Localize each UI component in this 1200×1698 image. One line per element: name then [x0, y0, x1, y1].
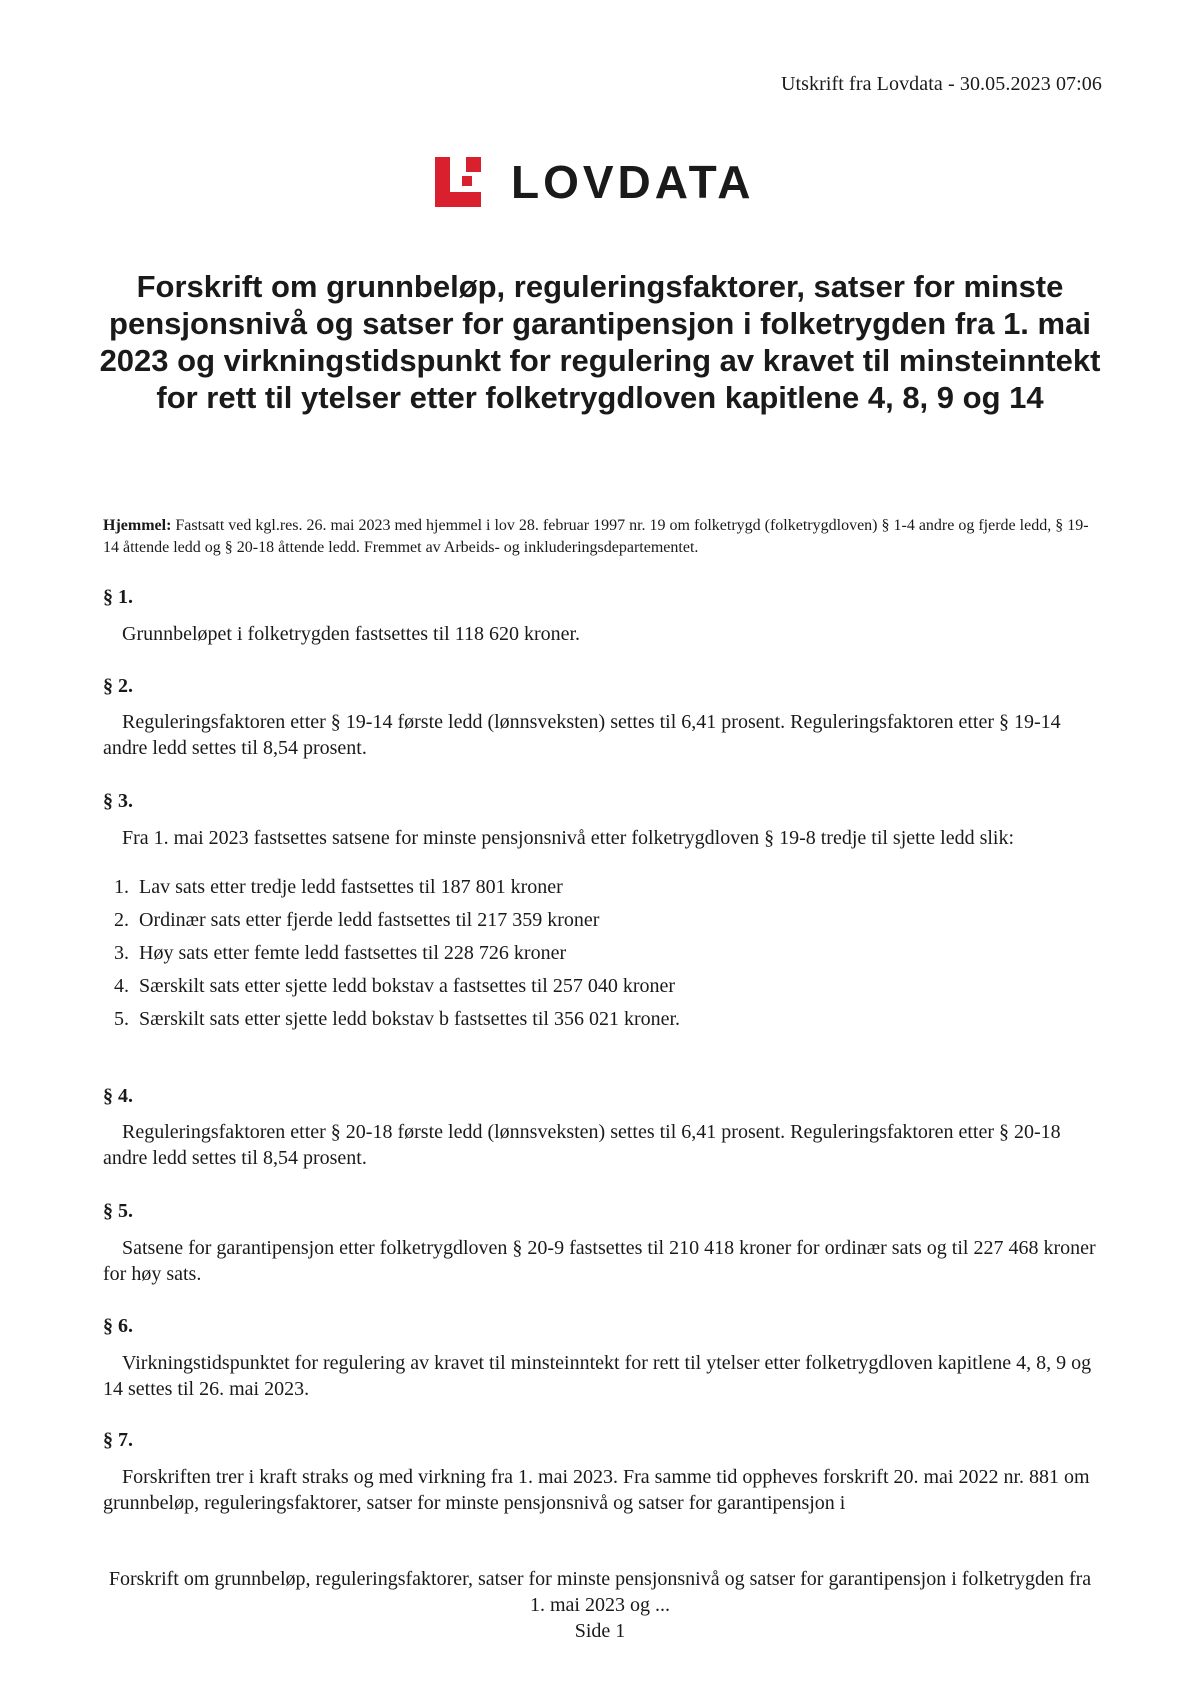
- list-item: [114, 1008, 680, 1031]
- list-item-number: 1.: [114, 876, 129, 898]
- section-heading-6: § 6.: [103, 1315, 133, 1337]
- page-number: Side 1: [574, 1620, 626, 1642]
- section-text-2: Reguleringsfaktoren etter § 19-14 første ledd (lønnsveksten) settes til 6,41 prosent. Reguleringsfaktoren etter § 19-14 andre ledd settes til 8,54 prosent.: [103, 711, 1061, 759]
- section-heading-5: § 5.: [103, 1200, 133, 1222]
- lovdata-logo: [435, 157, 755, 207]
- authority-label: Hjemmel:: [103, 517, 172, 534]
- authority-text: Fastsatt ved kgl.res. 26. mai 2023 med hjemmel i lov 28. februar 1997 nr. 19 om folketrygd (folketrygdloven) § 1-4 andre og fjerde ledd, § 19-14 åttende ledd og § 20-18 åttende ledd. Fremmet av Arbeids- og inkluderingsdepartementet.: [103, 517, 1089, 556]
- list-item-number: 4.: [114, 975, 129, 997]
- list-item-text: Høy sats etter femte ledd fastsettes til 228 726 kroner: [139, 942, 567, 964]
- logo-text: LOVDATA: [511, 156, 755, 208]
- page-footer: [100, 1566, 1100, 1644]
- list-item: [114, 975, 675, 998]
- section-text-3: Fra 1. mai 2023 fastsettes satsene for minste pensjonsnivå etter folketrygdloven § 19-8 tredje til sjette ledd slik:: [122, 827, 1015, 849]
- section-text-1: Grunnbeløpet i folketrygden fastsettes til 118 620 kroner.: [122, 623, 581, 645]
- footer-title: Forskrift om grunnbeløp, reguleringsfaktorer, satser for minste pensjonsnivå og satser for garantipensjon i folketrygden fra 1. mai 2023 og ...: [108, 1568, 1092, 1616]
- section-heading-1: § 1.: [103, 586, 133, 608]
- list-item: [114, 876, 563, 899]
- list-item: [114, 942, 566, 965]
- section-heading-2: § 2.: [103, 675, 133, 697]
- section-heading-7: § 7.: [103, 1429, 133, 1451]
- section-text-7: Forskriften trer i kraft straks og med virkning fra 1. mai 2023. Fra samme tid oppheves forskrift 20. mai 2022 nr. 881 om grunnbeløp, reguleringsfaktorer, satser for minste pensjonsnivå og satser for garantipensjon i: [103, 1466, 1090, 1514]
- list-item-text: Ordinær sats etter fjerde ledd fastsettes til 217 359 kroner: [139, 909, 600, 931]
- list-item-number: 5.: [114, 1008, 129, 1030]
- list-item-number: 3.: [114, 942, 129, 964]
- section-text-5: Satsene for garantipensjon etter folketrygdloven § 20-9 fastsettes til 210 418 kroner for ordinær sats og til 227 468 kroner for høy sats.: [103, 1237, 1096, 1285]
- section-heading-4: § 4.: [103, 1085, 133, 1107]
- list-item-text: Særskilt sats etter sjette ledd bokstav b fastsettes til 356 021 kroner.: [139, 1008, 681, 1030]
- document-title: Forskrift om grunnbeløp, reguleringsfaktorer, satser for minste pensjonsnivå og satser for garantipensjon i folketrygden fra 1. mai 2023 og virkningstidspunkt for regulering av kravet til minsteinntekt for rett til ytelser etter folketrygdloven kapitlene 4, 8, 9 og 14: [99, 269, 1101, 415]
- list-item-text: Lav sats etter tredje ledd fastsettes til 187 801 kroner: [139, 876, 563, 898]
- lovdata-logo-icon: [435, 157, 481, 207]
- section-heading-3: § 3.: [103, 790, 133, 812]
- list-item: [114, 909, 599, 932]
- section-text-6: Virkningstidspunktet for regulering av kravet til minsteinntekt for rett til ytelser etter folketrygdloven kapitlene 4, 8, 9 og 14 settes til 26. mai 2023.: [103, 1352, 1092, 1400]
- print-header: Utskrift fra Lovdata - 30.05.2023 07:06: [780, 73, 1102, 95]
- list-item-text: Særskilt sats etter sjette ledd bokstav a fastsettes til 257 040 kroner: [139, 975, 676, 997]
- list-item-number: 2.: [114, 909, 129, 931]
- authority-note: [103, 515, 1103, 559]
- section-text-4: Reguleringsfaktoren etter § 20-18 første ledd (lønnsveksten) settes til 6,41 prosent. Reguleringsfaktoren etter § 20-18 andre ledd settes til 8,54 prosent.: [103, 1121, 1061, 1169]
